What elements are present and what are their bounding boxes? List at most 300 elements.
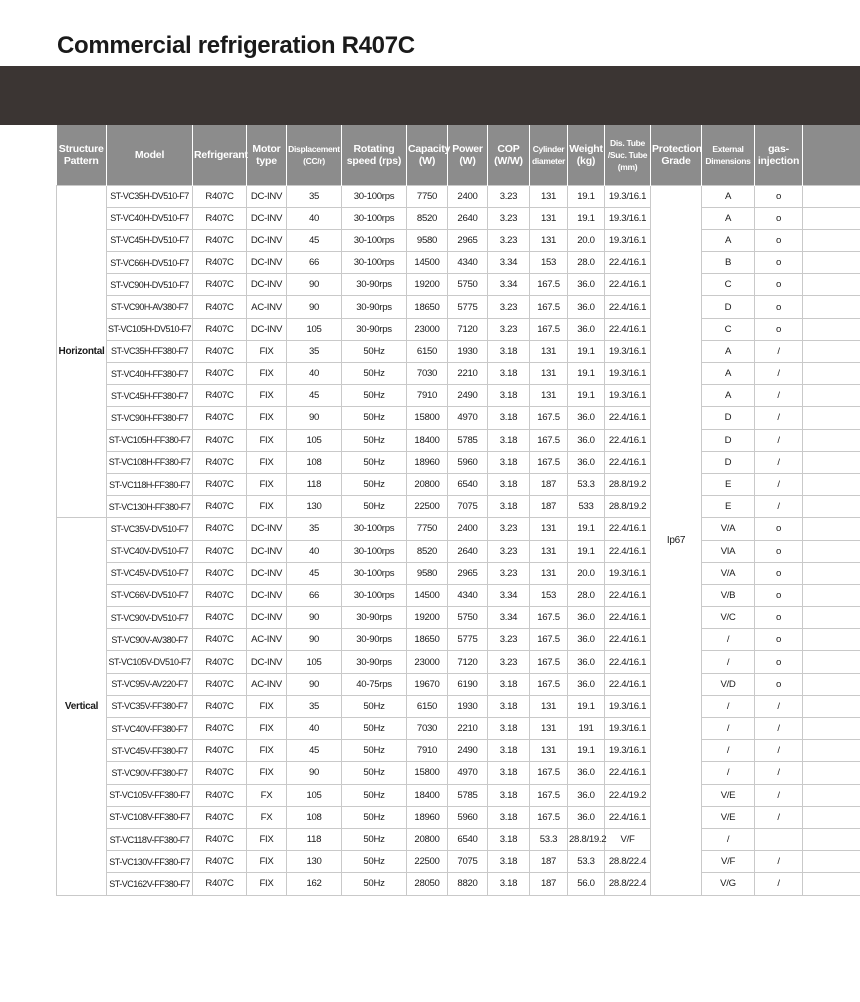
- refrigerant-cell: R407C: [193, 784, 247, 806]
- cylinder-diameter-cell: 131: [530, 340, 568, 362]
- capacity-cell: 18650: [407, 629, 448, 651]
- model-cell: ST-VC40V-DV510-F7: [107, 540, 193, 562]
- weight-cell: 56.0: [568, 873, 605, 895]
- rotating-speed-cell: 50Hz: [342, 873, 407, 895]
- blank-cell: [803, 318, 860, 340]
- header-rotating-speed: Rotating speed (rps): [342, 125, 407, 185]
- model-cell: ST-VC45H-DV510-F7: [107, 229, 193, 251]
- displacement-cell: 45: [287, 229, 342, 251]
- table-row: [57, 540, 860, 562]
- weight-cell: 36.0: [568, 429, 605, 451]
- power-cell: 7075: [448, 851, 488, 873]
- displacement-cell: 90: [287, 762, 342, 784]
- cylinder-diameter-cell: 167.5: [530, 651, 568, 673]
- model-cell: ST-VC95V-AV220-F7: [107, 673, 193, 695]
- external-dimensions-cell: VIA: [702, 540, 755, 562]
- displacement-cell: 118: [287, 828, 342, 850]
- displacement-cell: 118: [287, 473, 342, 495]
- cop-cell: 3.18: [488, 429, 530, 451]
- rotating-speed-cell: 30-90rps: [342, 651, 407, 673]
- table-row: [57, 229, 860, 251]
- blank-cell: [803, 518, 860, 540]
- capacity-cell: 22500: [407, 496, 448, 518]
- cylinder-diameter-cell: 131: [530, 540, 568, 562]
- displacement-cell: 105: [287, 784, 342, 806]
- capacity-cell: 20800: [407, 828, 448, 850]
- motor-type-cell: FIX: [247, 407, 287, 429]
- table-row: [57, 718, 860, 740]
- rotating-speed-cell: 50Hz: [342, 451, 407, 473]
- blank-cell: [803, 407, 860, 429]
- cylinder-diameter-cell: 187: [530, 496, 568, 518]
- rotating-speed-cell: 50Hz: [342, 340, 407, 362]
- refrigerant-cell: R407C: [193, 407, 247, 429]
- cylinder-diameter-cell: 131: [530, 207, 568, 229]
- gas-injection-cell: o: [755, 651, 803, 673]
- table-row: [57, 673, 860, 695]
- capacity-cell: 14500: [407, 252, 448, 274]
- cylinder-diameter-cell: 131: [530, 363, 568, 385]
- tube-cell: 22.4/16.1: [605, 252, 651, 274]
- refrigerant-cell: R407C: [193, 584, 247, 606]
- displacement-cell: 40: [287, 540, 342, 562]
- gas-injection-cell: /: [755, 784, 803, 806]
- displacement-cell: 66: [287, 252, 342, 274]
- refrigerant-cell: R407C: [193, 673, 247, 695]
- refrigerant-cell: R407C: [193, 207, 247, 229]
- table-row: [57, 207, 860, 229]
- power-cell: 2210: [448, 363, 488, 385]
- cop-cell: 3.23: [488, 185, 530, 207]
- table-row: [57, 296, 860, 318]
- model-cell: ST-VC118V-FF380-F7: [107, 828, 193, 850]
- cylinder-diameter-cell: 167.5: [530, 407, 568, 429]
- model-cell: ST-VC105H-DV510-F7: [107, 318, 193, 340]
- capacity-cell: 7030: [407, 718, 448, 740]
- weight-cell: 36.0: [568, 407, 605, 429]
- header-protection-grade: Protection Grade: [651, 125, 702, 185]
- motor-type-cell: FIX: [247, 496, 287, 518]
- refrigerant-cell: R407C: [193, 296, 247, 318]
- tube-cell: 28.8/22.4: [605, 851, 651, 873]
- table-row: [57, 385, 860, 407]
- cylinder-diameter-cell: 187: [530, 873, 568, 895]
- gas-injection-cell: o: [755, 629, 803, 651]
- gas-injection-cell: /: [755, 473, 803, 495]
- capacity-cell: 18650: [407, 296, 448, 318]
- cylinder-diameter-cell: 167.5: [530, 629, 568, 651]
- external-dimensions-cell: V/E: [702, 806, 755, 828]
- external-dimensions-cell: A: [702, 207, 755, 229]
- rotating-speed-cell: 50Hz: [342, 363, 407, 385]
- motor-type-cell: DC-INV: [247, 252, 287, 274]
- cylinder-diameter-cell: 187: [530, 851, 568, 873]
- table-row: [57, 607, 860, 629]
- gas-injection-cell: o: [755, 518, 803, 540]
- refrigerant-cell: R407C: [193, 651, 247, 673]
- refrigerant-cell: R407C: [193, 762, 247, 784]
- motor-type-cell: FIX: [247, 873, 287, 895]
- cop-cell: 3.34: [488, 584, 530, 606]
- rotating-speed-cell: 50Hz: [342, 695, 407, 717]
- power-cell: 4340: [448, 252, 488, 274]
- gas-injection-cell: /: [755, 762, 803, 784]
- header-power: Power (W): [448, 125, 488, 185]
- external-dimensions-cell: V/E: [702, 784, 755, 806]
- weight-cell: 19.1: [568, 340, 605, 362]
- tube-cell: V/F: [605, 828, 651, 850]
- cylinder-diameter-cell: 167.5: [530, 296, 568, 318]
- displacement-cell: 45: [287, 740, 342, 762]
- header-weight: Weight (kg): [568, 125, 605, 185]
- blank-cell: [803, 274, 860, 296]
- blank-cell: [803, 828, 860, 850]
- model-cell: ST-VC90H-FF380-F7: [107, 407, 193, 429]
- rotating-speed-cell: 30-90rps: [342, 629, 407, 651]
- motor-type-cell: AC-INV: [247, 629, 287, 651]
- weight-cell: 36.0: [568, 762, 605, 784]
- capacity-cell: 9580: [407, 562, 448, 584]
- tube-cell: 22.4/16.1: [605, 540, 651, 562]
- tube-cell: 22.4/16.1: [605, 296, 651, 318]
- weight-cell: 36.0: [568, 629, 605, 651]
- blank-cell: [803, 496, 860, 518]
- cylinder-diameter-cell: 131: [530, 185, 568, 207]
- gas-injection-cell: /: [755, 340, 803, 362]
- external-dimensions-cell: V/F: [702, 851, 755, 873]
- refrigerant-cell: R407C: [193, 740, 247, 762]
- weight-cell: 19.1: [568, 363, 605, 385]
- gas-injection-cell: /: [755, 851, 803, 873]
- cylinder-diameter-cell: 167.5: [530, 784, 568, 806]
- tube-cell: 22.4/16.1: [605, 629, 651, 651]
- tube-cell: 19.3/16.1: [605, 385, 651, 407]
- weight-cell: 191: [568, 718, 605, 740]
- rotating-speed-cell: 50Hz: [342, 718, 407, 740]
- weight-cell: 28.8/19.2: [568, 828, 605, 850]
- external-dimensions-cell: /: [702, 762, 755, 784]
- external-dimensions-cell: B: [702, 252, 755, 274]
- weight-cell: 36.0: [568, 451, 605, 473]
- motor-type-cell: FIX: [247, 473, 287, 495]
- external-dimensions-cell: C: [702, 274, 755, 296]
- external-dimensions-cell: /: [702, 629, 755, 651]
- weight-cell: 28.0: [568, 252, 605, 274]
- refrigerant-cell: R407C: [193, 363, 247, 385]
- power-cell: 5775: [448, 296, 488, 318]
- tube-cell: 22.4/16.1: [605, 673, 651, 695]
- cylinder-diameter-cell: 131: [530, 518, 568, 540]
- structure-pattern-cell: Horizontal: [57, 185, 107, 518]
- model-cell: ST-VC35H-FF380-F7: [107, 340, 193, 362]
- capacity-cell: 19670: [407, 673, 448, 695]
- model-cell: ST-VC35H-DV510-F7: [107, 185, 193, 207]
- model-cell: ST-VC130H-FF380-F7: [107, 496, 193, 518]
- external-dimensions-cell: D: [702, 407, 755, 429]
- model-cell: ST-VC105V-FF380-F7: [107, 784, 193, 806]
- blank-cell: [803, 207, 860, 229]
- rotating-speed-cell: 40-75rps: [342, 673, 407, 695]
- table-row: [57, 340, 860, 362]
- blank-cell: [803, 651, 860, 673]
- rotating-speed-cell: 30-100rps: [342, 252, 407, 274]
- tube-cell: 22.4/16.1: [605, 806, 651, 828]
- motor-type-cell: AC-INV: [247, 296, 287, 318]
- displacement-cell: 90: [287, 607, 342, 629]
- model-cell: ST-VC90H-AV380-F7: [107, 296, 193, 318]
- power-cell: 6190: [448, 673, 488, 695]
- capacity-cell: 14500: [407, 584, 448, 606]
- model-cell: ST-VC40H-DV510-F7: [107, 207, 193, 229]
- tube-cell: 28.8/19.2: [605, 496, 651, 518]
- model-cell: ST-VC90V-DV510-F7: [107, 607, 193, 629]
- capacity-cell: 7910: [407, 385, 448, 407]
- blank-cell: [803, 296, 860, 318]
- refrigerant-cell: R407C: [193, 540, 247, 562]
- table-row: [57, 496, 860, 518]
- power-cell: 2640: [448, 207, 488, 229]
- capacity-cell: 23000: [407, 651, 448, 673]
- table-row: [57, 873, 860, 895]
- cop-cell: 3.18: [488, 363, 530, 385]
- refrigerant-cell: R407C: [193, 252, 247, 274]
- blank-cell: [803, 784, 860, 806]
- tube-cell: 22.4/16.1: [605, 451, 651, 473]
- motor-type-cell: FIX: [247, 740, 287, 762]
- header-capacity: Capacity (W): [407, 125, 448, 185]
- header-displacement: Displacement (CC/r): [287, 125, 342, 185]
- cop-cell: 3.23: [488, 229, 530, 251]
- tube-cell: 22.4/16.1: [605, 429, 651, 451]
- gas-injection-cell: /: [755, 496, 803, 518]
- blank-cell: [803, 607, 860, 629]
- weight-cell: 19.1: [568, 740, 605, 762]
- cylinder-diameter-cell: 131: [530, 718, 568, 740]
- tube-cell: 28.8/22.4: [605, 873, 651, 895]
- displacement-cell: 90: [287, 274, 342, 296]
- cop-cell: 3.18: [488, 451, 530, 473]
- table-row: [57, 518, 860, 540]
- gas-injection-cell: /: [755, 385, 803, 407]
- motor-type-cell: DC-INV: [247, 229, 287, 251]
- motor-type-cell: FIX: [247, 451, 287, 473]
- table-row: [57, 828, 860, 850]
- refrigerant-cell: R407C: [193, 429, 247, 451]
- tube-cell: 19.3/16.1: [605, 185, 651, 207]
- cop-cell: 3.18: [488, 407, 530, 429]
- gas-injection-cell: /: [755, 407, 803, 429]
- capacity-cell: 19200: [407, 607, 448, 629]
- rotating-speed-cell: 30-90rps: [342, 274, 407, 296]
- cylinder-diameter-cell: 167.5: [530, 274, 568, 296]
- displacement-cell: 105: [287, 429, 342, 451]
- displacement-cell: 90: [287, 296, 342, 318]
- power-cell: 4970: [448, 762, 488, 784]
- displacement-cell: 108: [287, 451, 342, 473]
- weight-cell: 53.3: [568, 473, 605, 495]
- gas-injection-cell: /: [755, 873, 803, 895]
- table-row: [57, 185, 860, 207]
- motor-type-cell: FIX: [247, 429, 287, 451]
- weight-cell: 19.1: [568, 385, 605, 407]
- power-cell: 1930: [448, 340, 488, 362]
- gas-injection-cell: o: [755, 185, 803, 207]
- cop-cell: 3.18: [488, 473, 530, 495]
- cop-cell: 3.34: [488, 274, 530, 296]
- external-dimensions-cell: /: [702, 695, 755, 717]
- rotating-speed-cell: 30-100rps: [342, 229, 407, 251]
- weight-cell: 19.1: [568, 695, 605, 717]
- capacity-cell: 8520: [407, 207, 448, 229]
- rotating-speed-cell: 50Hz: [342, 429, 407, 451]
- displacement-cell: 90: [287, 629, 342, 651]
- tube-cell: 22.4/16.1: [605, 407, 651, 429]
- header-cylinder-diameter: Cylinder diameter: [530, 125, 568, 185]
- refrigerant-cell: R407C: [193, 518, 247, 540]
- tube-cell: 28.8/19.2: [605, 473, 651, 495]
- external-dimensions-cell: V/G: [702, 873, 755, 895]
- blank-cell: [803, 673, 860, 695]
- gas-injection-cell: o: [755, 274, 803, 296]
- external-dimensions-cell: A: [702, 363, 755, 385]
- model-cell: ST-VC66V-DV510-F7: [107, 584, 193, 606]
- blank-cell: [803, 429, 860, 451]
- gas-injection-cell: o: [755, 229, 803, 251]
- refrigerant-cell: R407C: [193, 629, 247, 651]
- motor-type-cell: FIX: [247, 851, 287, 873]
- blank-cell: [803, 340, 860, 362]
- rotating-speed-cell: 50Hz: [342, 473, 407, 495]
- gas-injection-cell: o: [755, 296, 803, 318]
- table-row: [57, 363, 860, 385]
- rotating-speed-cell: 30-100rps: [342, 185, 407, 207]
- rotating-speed-cell: 50Hz: [342, 496, 407, 518]
- capacity-cell: 18400: [407, 784, 448, 806]
- motor-type-cell: DC-INV: [247, 651, 287, 673]
- header-model: Model: [107, 125, 193, 185]
- external-dimensions-cell: V/A: [702, 518, 755, 540]
- tube-cell: 19.3/16.1: [605, 229, 651, 251]
- external-dimensions-cell: D: [702, 429, 755, 451]
- refrigerant-cell: R407C: [193, 873, 247, 895]
- cop-cell: 3.18: [488, 340, 530, 362]
- blank-cell: [803, 762, 860, 784]
- power-cell: 6540: [448, 473, 488, 495]
- motor-type-cell: AC-INV: [247, 673, 287, 695]
- rotating-speed-cell: 50Hz: [342, 851, 407, 873]
- weight-cell: 36.0: [568, 607, 605, 629]
- table-row: [57, 274, 860, 296]
- tube-cell: 19.3/16.1: [605, 695, 651, 717]
- model-cell: ST-VC90H-DV510-F7: [107, 274, 193, 296]
- power-cell: 2400: [448, 185, 488, 207]
- motor-type-cell: FIX: [247, 695, 287, 717]
- cop-cell: 3.18: [488, 873, 530, 895]
- blank-cell: [803, 540, 860, 562]
- tube-cell: 19.3/16.1: [605, 718, 651, 740]
- model-cell: ST-VC130V-FF380-F7: [107, 851, 193, 873]
- external-dimensions-cell: V/B: [702, 584, 755, 606]
- tube-cell: 19.3/16.1: [605, 562, 651, 584]
- gas-injection-cell: o: [755, 607, 803, 629]
- cylinder-diameter-cell: 131: [530, 695, 568, 717]
- external-dimensions-cell: /: [702, 718, 755, 740]
- external-dimensions-cell: V/C: [702, 607, 755, 629]
- cop-cell: 3.23: [488, 540, 530, 562]
- refrigerant-cell: R407C: [193, 607, 247, 629]
- weight-cell: 19.1: [568, 518, 605, 540]
- table-row: [57, 451, 860, 473]
- capacity-cell: 6150: [407, 340, 448, 362]
- weight-cell: 36.0: [568, 806, 605, 828]
- power-cell: 6540: [448, 828, 488, 850]
- cop-cell: 3.18: [488, 762, 530, 784]
- cop-cell: 3.23: [488, 207, 530, 229]
- power-cell: 2965: [448, 229, 488, 251]
- table-row: [57, 629, 860, 651]
- rotating-speed-cell: 30-100rps: [342, 584, 407, 606]
- header-tube: Dis. Tube /Suc. Tube (mm): [605, 125, 651, 185]
- displacement-cell: 35: [287, 340, 342, 362]
- cop-cell: 3.23: [488, 318, 530, 340]
- power-cell: 2965: [448, 562, 488, 584]
- blank-cell: [803, 851, 860, 873]
- weight-cell: 19.1: [568, 185, 605, 207]
- header-refrigerant: Refrigerant: [193, 125, 247, 185]
- displacement-cell: 108: [287, 806, 342, 828]
- external-dimensions-cell: E: [702, 473, 755, 495]
- gas-injection-cell: o: [755, 584, 803, 606]
- capacity-cell: 19200: [407, 274, 448, 296]
- motor-type-cell: DC-INV: [247, 207, 287, 229]
- refrigerant-cell: R407C: [193, 806, 247, 828]
- gas-injection-cell: o: [755, 673, 803, 695]
- external-dimensions-cell: C: [702, 318, 755, 340]
- blank-cell: [803, 806, 860, 828]
- motor-type-cell: DC-INV: [247, 540, 287, 562]
- blank-cell: [803, 695, 860, 717]
- motor-type-cell: DC-INV: [247, 607, 287, 629]
- power-cell: 5750: [448, 607, 488, 629]
- displacement-cell: 40: [287, 363, 342, 385]
- capacity-cell: 18960: [407, 806, 448, 828]
- gas-injection-cell: /: [755, 695, 803, 717]
- displacement-cell: 130: [287, 851, 342, 873]
- motor-type-cell: FIX: [247, 762, 287, 784]
- tube-cell: 22.4/16.1: [605, 318, 651, 340]
- displacement-cell: 35: [287, 695, 342, 717]
- table-row: [57, 252, 860, 274]
- capacity-cell: 28050: [407, 873, 448, 895]
- external-dimensions-cell: A: [702, 340, 755, 362]
- cop-cell: 3.18: [488, 828, 530, 850]
- cop-cell: 3.23: [488, 562, 530, 584]
- cylinder-diameter-cell: 167.5: [530, 673, 568, 695]
- external-dimensions-cell: A: [702, 385, 755, 407]
- model-cell: ST-VC40H-FF380-F7: [107, 363, 193, 385]
- header-structure: Structure Pattern: [57, 125, 107, 185]
- blank-cell: [803, 385, 860, 407]
- tube-cell: 19.3/16.1: [605, 363, 651, 385]
- rotating-speed-cell: 50Hz: [342, 762, 407, 784]
- tube-cell: 19.3/16.1: [605, 740, 651, 762]
- capacity-cell: 23000: [407, 318, 448, 340]
- refrigerant-cell: R407C: [193, 496, 247, 518]
- power-cell: 5960: [448, 451, 488, 473]
- table-row: [57, 740, 860, 762]
- refrigerant-cell: R407C: [193, 718, 247, 740]
- weight-cell: 533: [568, 496, 605, 518]
